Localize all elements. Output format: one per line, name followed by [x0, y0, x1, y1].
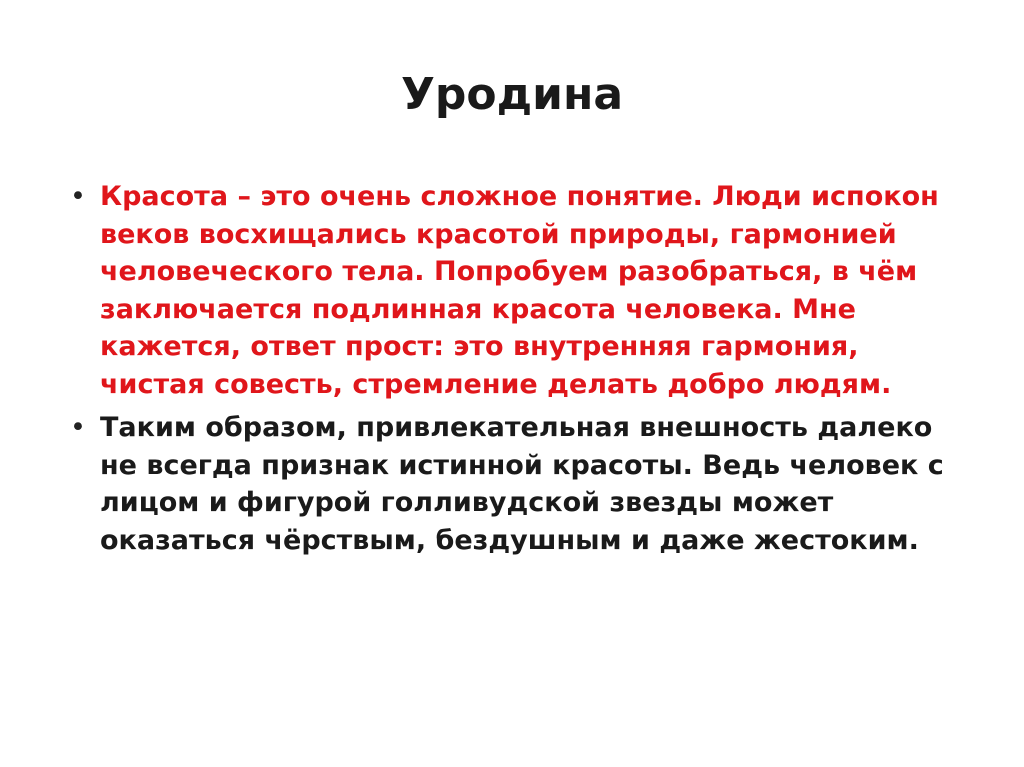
- bullet-list: [70, 178, 970, 565]
- bullet-item-1: [70, 178, 970, 403]
- bullet-marker: •: [70, 181, 86, 212]
- bullet-text-1: Красота – это очень сложное понятие. Люди испокон веков восхищались красотой природы, гармонией человеческого тела. Попробуем разобраться, в чём заключается подлинная красота человека. Мне кажется, ответ прост: это внутренняя гармония, чистая совесть, стремление делать добро людям.: [100, 181, 939, 400]
- slide-title: Уродина: [400, 69, 624, 120]
- bullet-text-2: Таким образом, привлекательная внешность далеко не всегда признак истинной красоты. Ведь человек с лицом и фигурой голливудской звезды может оказаться чёрствым, бездушным и даже жестоким.: [100, 412, 944, 556]
- bullet-item-2: [70, 409, 970, 559]
- bullet-marker: •: [70, 412, 86, 443]
